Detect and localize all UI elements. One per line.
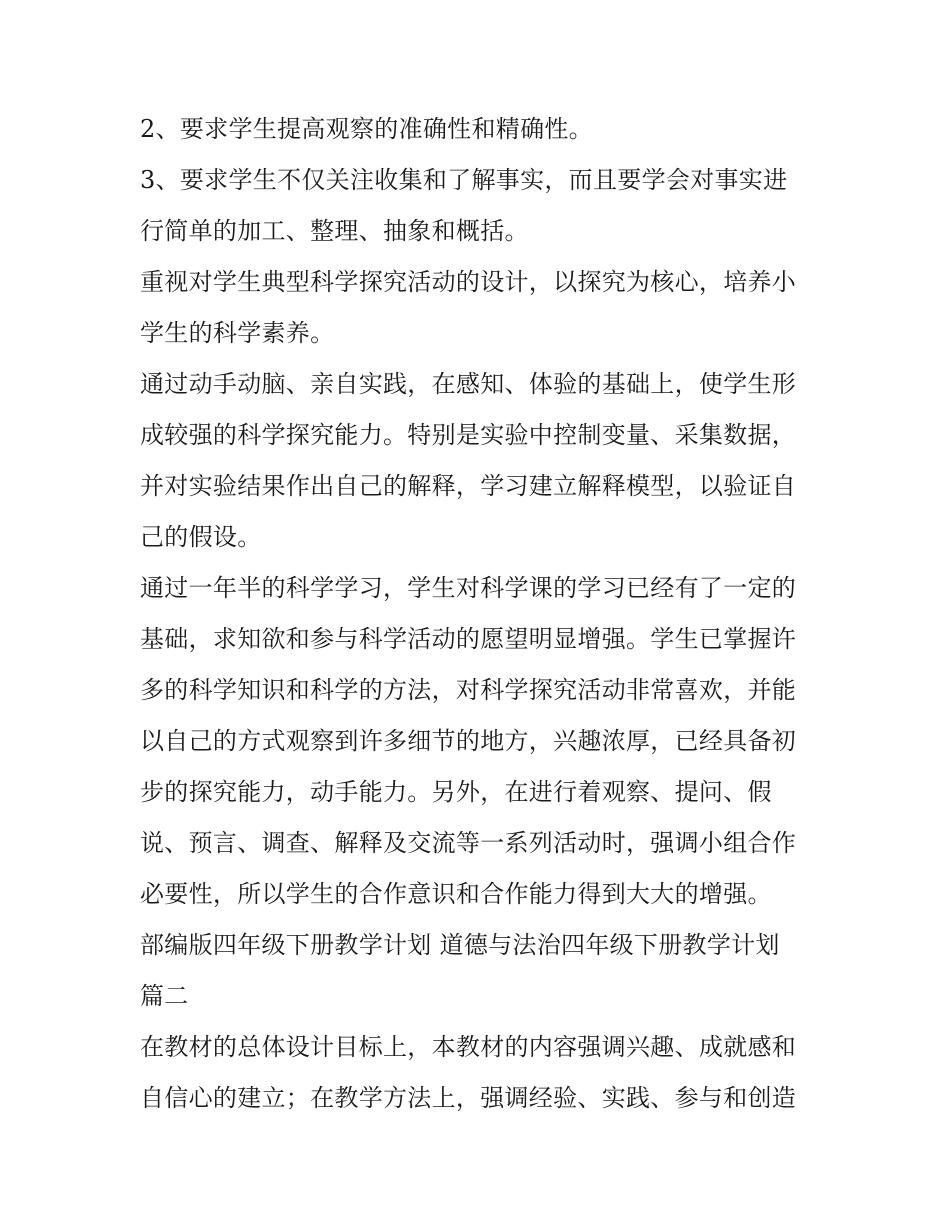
- text-line: 基础，求知欲和参与科学活动的愿望明显增强。学生已掌握许: [140, 625, 797, 653]
- text-line: 通过动手动脑、亲自实践，在感知、体验的基础上，使学生形: [140, 370, 797, 398]
- text-line: 自信心的建立；在教学方法上，强调经验、实践、参与和创造: [140, 1084, 797, 1112]
- text-line: 步的探究能力，动手能力。另外，在进行着观察、提问、假: [140, 778, 772, 806]
- text-line: 成较强的科学探究能力。特别是实验中控制变量、采集数据，: [140, 421, 797, 449]
- text-line: 必要性，所以学生的合作意识和合作能力得到大大的增强。: [140, 880, 772, 908]
- text-line: 以自己的方式观察到许多细节的地方，兴趣浓厚，已经具备初: [140, 727, 797, 755]
- text-line: 多的科学知识和科学的方法，对科学探究活动非常喜欢，并能: [140, 676, 797, 704]
- document-body: [140, 104, 820, 1124]
- text-line: 在教材的总体设计目标上，本教材的内容强调兴趣、成就感和: [140, 1033, 797, 1061]
- text-line: 3、要求学生不仅关注收集和了解事实，而且要学会对事实进: [140, 166, 788, 194]
- text-line: 并对实验结果作出自己的解释，学习建立解释模型，以验证自: [140, 472, 797, 500]
- text-line: 学生的科学素养。: [140, 319, 335, 347]
- text-line: 重视对学生典型科学探究活动的设计，以探究为核心，培养小: [140, 268, 797, 296]
- text-line: 己的假设。: [140, 523, 262, 551]
- text-line: 行简单的加工、整理、抽象和概括。: [140, 217, 529, 245]
- text-line: 2、要求学生提高观察的准确性和精确性。: [140, 115, 593, 143]
- text-line: 通过一年半的科学学习，学生对科学课的学习已经有了一定的: [140, 574, 797, 602]
- section-heading-line: 部编版四年级下册教学计划 道德与法治四年级下册教学计划: [140, 931, 780, 959]
- text-line: 说、预言、调查、解释及交流等一系列活动时，强调小组合作: [140, 829, 797, 857]
- section-heading-line: 篇二: [140, 982, 189, 1010]
